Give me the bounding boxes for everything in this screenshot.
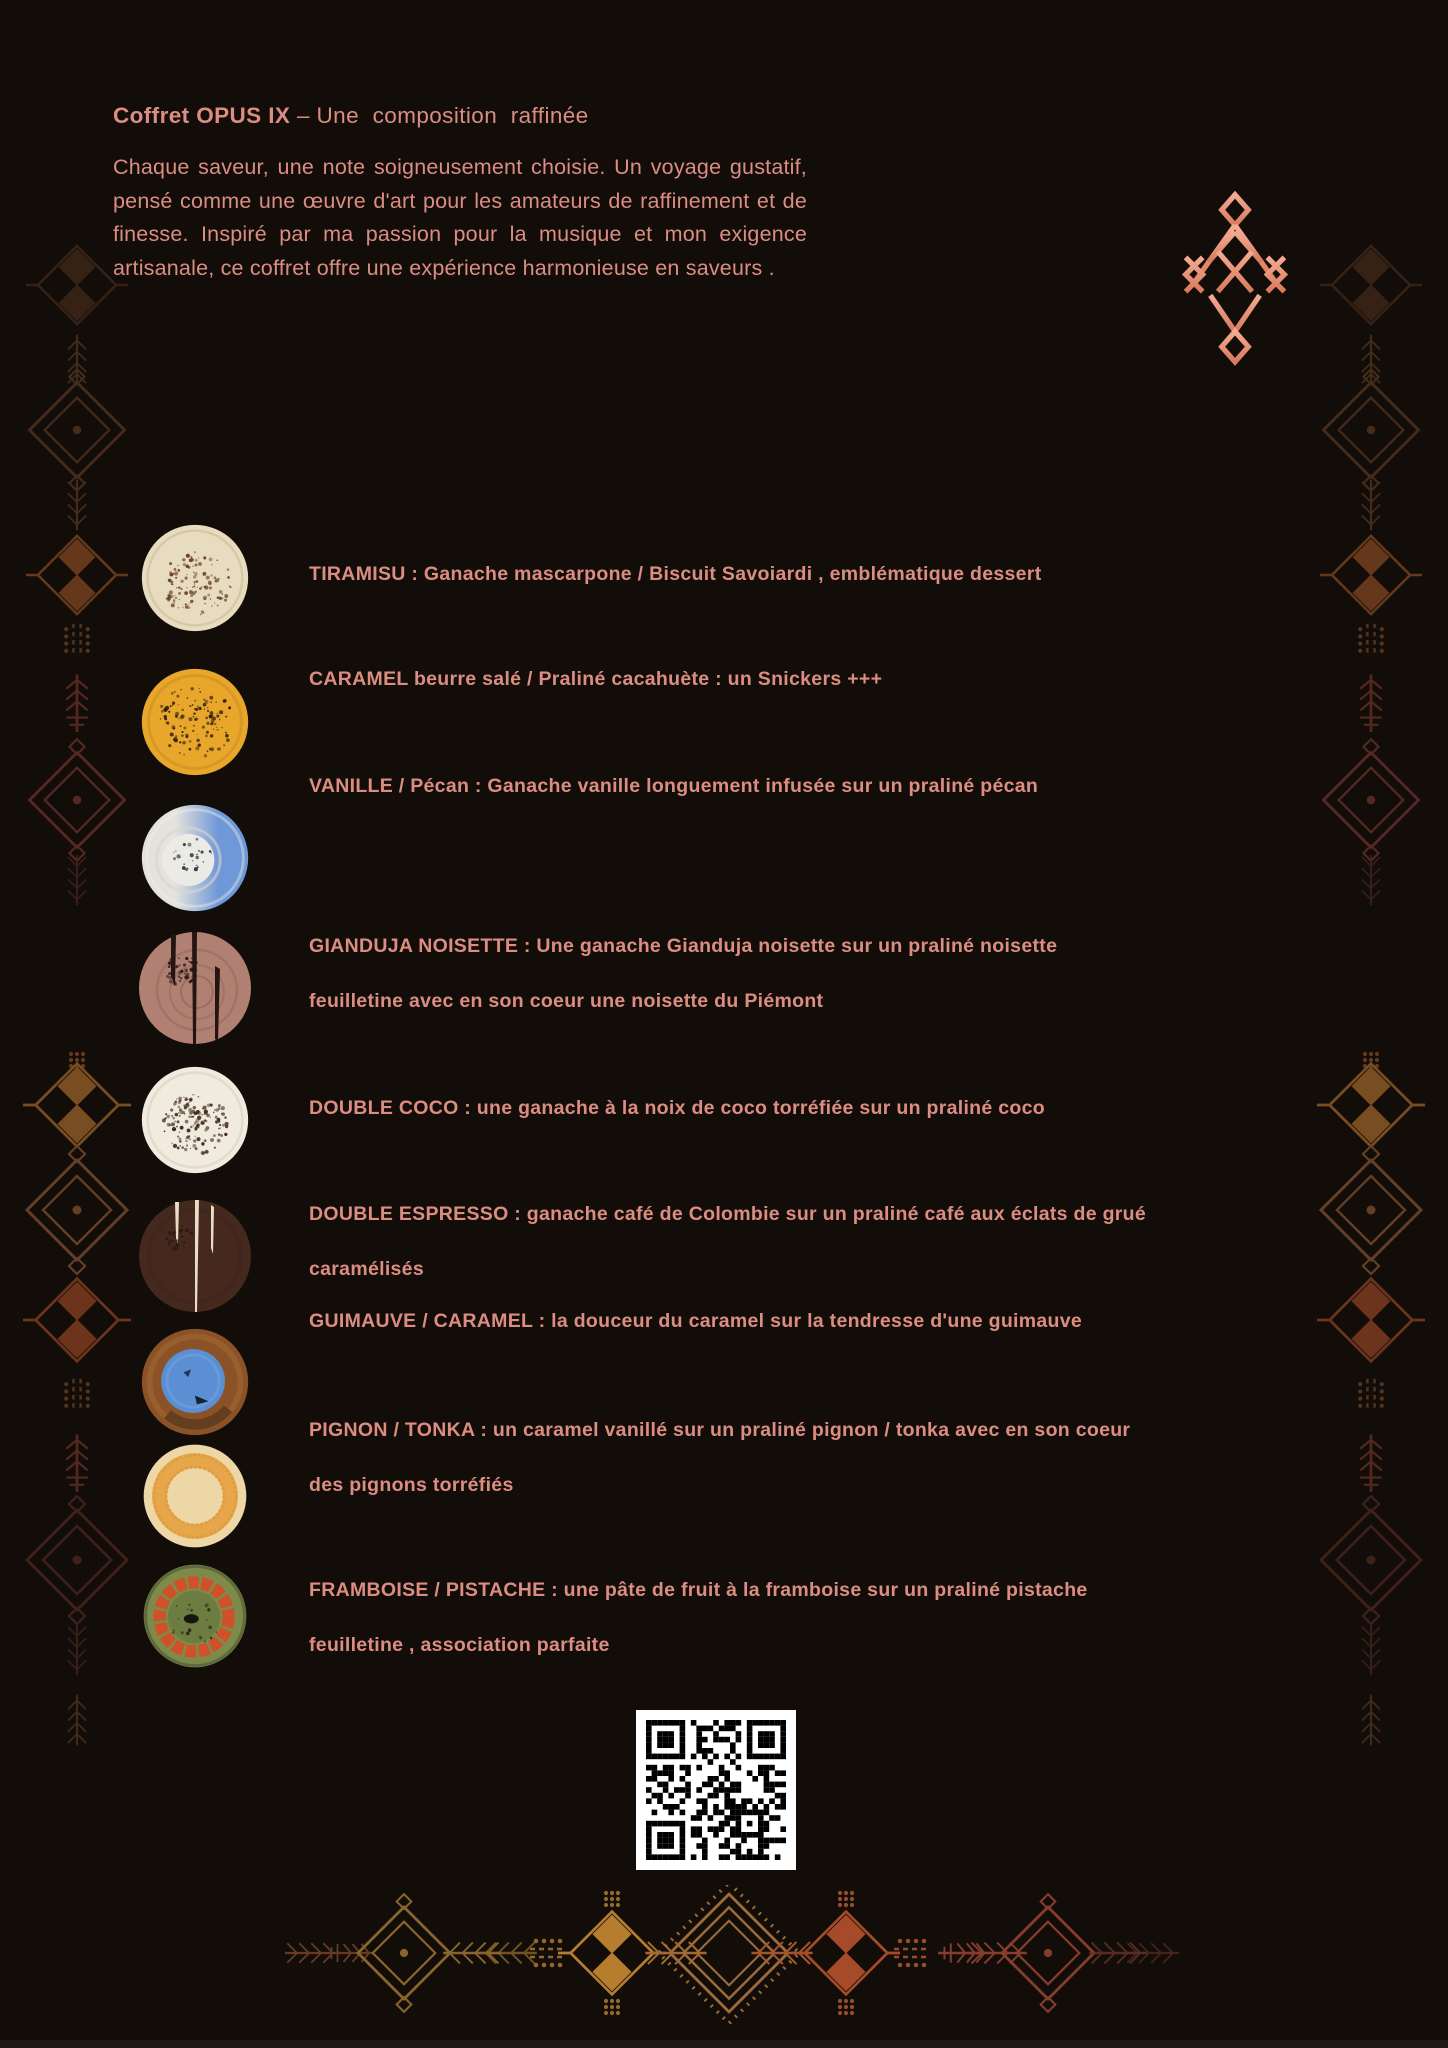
- brand-emblem-icon: [1178, 186, 1292, 382]
- intro-line: finesse. Inspiré par ma passion pour la musique et mon exigence: [113, 222, 807, 246]
- menu-item-double-espresso-line2: caramélisés: [309, 1258, 424, 1280]
- intro-line: artisanale, ce coffret offre une expérience harmonieuse en saveurs .: [113, 255, 775, 280]
- intro-line: Chaque saveur, une note soigneusement choisie. Un voyage gustatif,: [113, 155, 807, 179]
- menu-item-vanille: VANILLE / Pécan : Ganache vanille longuement infusée sur un praliné pécan: [309, 775, 1039, 797]
- bottom-edge-strip: [0, 2040, 1448, 2048]
- menu-item-double-coco: DOUBLE COCO : une ganache à la noix de coco torréfiée sur un praliné coco: [309, 1097, 1045, 1119]
- intro-paragraph: [113, 151, 807, 285]
- menu-item-tiramisu: TIRAMISU : Ganache mascarpone / Biscuit Savoiardi , emblématique dessert: [309, 563, 1042, 585]
- chocolate-photo-double-coco: [137, 1062, 253, 1178]
- intro-line: pensé comme une œuvre d'art pour les amateurs de raffinement et de: [113, 188, 807, 213]
- menu-item-gianduja: GIANDUJA NOISETTE : Une ganache Gianduja noisette sur un praliné noisette: [309, 935, 1058, 957]
- chocolate-photo-caramel: [137, 664, 253, 780]
- page-title: [113, 103, 589, 129]
- menu-item-caramel: CARAMEL beurre salé / Praliné cacahuète : un Snickers +++: [309, 668, 883, 690]
- qr-code: [636, 1710, 796, 1870]
- chocolate-photo-tiramisu: [137, 520, 253, 636]
- title-separator: –: [296, 103, 310, 128]
- side-decor-left: [0, 230, 140, 1770]
- chocolate-photo-double-espresso: [135, 1196, 255, 1316]
- chocolate-photo-pignon-tonka: [139, 1440, 251, 1552]
- menu-item-guimauve: GUIMAUVE / CARAMEL : la douceur du caramel sur la tendresse d'une guimauve: [309, 1310, 1083, 1332]
- bottom-decor-band: [0, 1885, 1448, 2035]
- chocolate-photo-vanille: [137, 800, 253, 916]
- chocolate-photo-guimauve-caramel: [137, 1324, 253, 1440]
- side-decor-right: [1308, 230, 1448, 1770]
- title-subtitle: Une composition raffinée: [316, 103, 589, 128]
- menu-item-pignon: PIGNON / TONKA : un caramel vanillé sur un praliné pignon / tonka avec en son coeur: [309, 1419, 1131, 1441]
- chocolate-photo-gianduja: [135, 928, 255, 1048]
- chocolate-photo-framboise-pistache: [139, 1560, 251, 1672]
- menu-item-pignon-line2: des pignons torréfiés: [309, 1474, 514, 1496]
- menu-item-double-espresso: DOUBLE ESPRESSO : ganache café de Colombie sur un praliné café aux éclats de grué: [309, 1203, 1147, 1225]
- menu-item-framboise-line2: feuilletine , association parfaite: [309, 1634, 610, 1656]
- menu-item-framboise: FRAMBOISE / PISTACHE : une pâte de fruit à la framboise sur un praliné pistache: [309, 1579, 1088, 1601]
- title-bold: Coffret OPUS IX: [113, 103, 291, 128]
- menu-item-gianduja-line2: feuilletine avec en son coeur une noisette du Piémont: [309, 990, 824, 1012]
